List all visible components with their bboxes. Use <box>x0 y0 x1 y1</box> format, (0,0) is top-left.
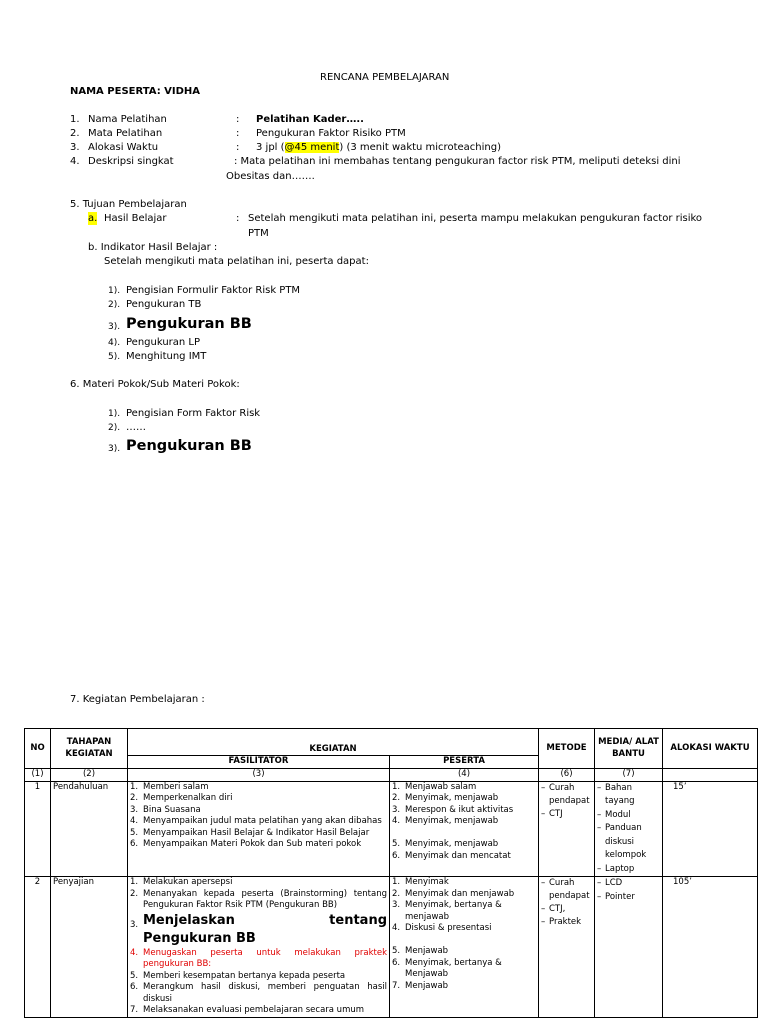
page-title: RENCANA PEMBELAJARAN <box>320 72 450 83</box>
field-value: Pelatihan Kader….. <box>256 114 364 125</box>
list-item: 5. Menyimak, menjawab <box>392 839 499 849</box>
list-item: 5. Memberi kesempatan bertanya kepada peserta <box>130 970 346 981</box>
list-item: – Modul <box>597 809 660 823</box>
field-number: 1. <box>70 114 80 125</box>
list-item: 4. Diskusi & presentasi <box>392 923 492 933</box>
field-value-continued: Obesitas dan……. <box>226 171 315 182</box>
row-tahapan: Penyajian <box>51 877 128 1018</box>
field-separator: : <box>236 142 240 153</box>
header-no: NO <box>25 729 51 769</box>
list-item: – Praktek <box>541 916 592 929</box>
header-metode: METODE <box>539 729 595 769</box>
field-number: 4. <box>70 156 80 167</box>
list-item: – Curah pendapat <box>541 877 592 903</box>
hasil-belajar-separator: : <box>236 213 240 224</box>
hasil-belajar-value-continued: PTM <box>248 228 269 239</box>
hasil-belajar-number: a. <box>88 213 98 224</box>
list-item-emphasized: Pengukuran BB <box>126 316 252 332</box>
list-item: 4. Menyampaikan judul mata pelatihan yang akan dibahas <box>130 816 382 826</box>
list-item: 1. Menyimak <box>392 877 449 887</box>
table-row <box>25 781 758 877</box>
row-alokasi: 105’ <box>663 877 758 1018</box>
list-item: Pengisian Formulir Faktor Risk PTM <box>126 285 301 296</box>
column-number: (7) <box>595 769 663 782</box>
list-item: 2. Memperkenalkan diri <box>130 793 233 803</box>
row-peserta <box>390 781 539 877</box>
row-no: 2 <box>25 877 51 1018</box>
list-item-number: 3). <box>108 322 121 332</box>
list-item-number: 1). <box>108 409 121 419</box>
hasil-belajar-value: Setelah mengikuti mata pelatihan ini, peserta mampu melakukan pengukuran factor risiko <box>248 213 703 224</box>
column-number: (4) <box>390 769 539 782</box>
list-item: – Panduan diskusi kelompok <box>597 822 660 863</box>
field-label: Nama Pelatihan <box>88 114 167 125</box>
table-row <box>25 877 758 1018</box>
column-number: (2) <box>51 769 128 782</box>
list-item-number: 5). <box>108 352 121 362</box>
list-item-highlighted: 4. Menugaskan peserta untuk melakukan praktek pengukuran BB: <box>130 947 387 969</box>
list-item: – CTJ <box>541 808 592 821</box>
kegiatan-heading: 7. Kegiatan Pembelajaran : <box>70 694 205 705</box>
list-item: 2. Menyimak dan menjawab <box>392 888 515 899</box>
list-item: 1. Menjawab salam <box>392 781 477 792</box>
row-fasilitator <box>128 781 390 877</box>
row-metode <box>539 781 595 877</box>
list-item: 1. Melakukan apersepsi <box>130 877 233 887</box>
field-value-prefix: 3 jpl ( <box>256 142 285 153</box>
field-label: Deskripsi singkat <box>88 156 174 167</box>
header-peserta: PESERTA <box>390 756 539 769</box>
list-item: 3. Bina Suasana <box>130 804 201 815</box>
list-item: – Laptop <box>597 863 660 877</box>
row-peserta <box>390 877 539 1018</box>
field-value: : Mata pelatihan ini membahas tentang pengukuran factor risk PTM, meliputi deteksi dini <box>234 156 681 167</box>
list-item: 2. Menanyakan kepada peserta (Brainstorming) tentang Pengukuran Faktor Rsik PTM (Pengukuran BB) <box>130 888 387 910</box>
tujuan-heading: 5. Tujuan Pembelajaran <box>70 199 187 210</box>
column-number: (3) <box>128 769 390 782</box>
list-item: 5. Menjawab <box>392 946 449 956</box>
list-item-number: 2). <box>108 423 121 433</box>
list-item: – LCD <box>597 877 660 891</box>
list-item: 6. Menyampaikan Materi Pokok dan Sub materi pokok <box>130 839 362 849</box>
field-separator: : <box>236 128 240 139</box>
list-item: 1. Memberi salam <box>130 781 209 792</box>
list-item: Pengukuran TB <box>126 299 202 310</box>
row-tahapan: Pendahuluan <box>51 781 128 877</box>
list-item: 4. Menyimak, menjawab <box>392 816 499 826</box>
field-value: Pengukuran Faktor Risiko PTM <box>256 128 406 139</box>
list-item: 5. Menyampaikan Hasil Belajar & Indikator Hasil Belajar <box>130 827 370 838</box>
list-item-emphasized: Pengukuran BB <box>126 438 252 454</box>
column-number: (6) <box>539 769 595 782</box>
list-item-number: 3). <box>108 444 121 454</box>
hasil-belajar-label: Hasil Belajar <box>104 213 167 224</box>
list-item: – Bahan tayang <box>597 782 660 809</box>
indikator-intro: Setelah mengikuti mata pelatihan ini, peserta dapat: <box>104 256 369 267</box>
row-alokasi: 15’ <box>663 781 758 877</box>
row-media <box>595 781 663 877</box>
list-item: Pengukuran LP <box>126 337 201 348</box>
column-number-row <box>25 769 758 782</box>
row-no: 1 <box>25 781 51 877</box>
list-item: – Curah pendapat <box>541 782 592 808</box>
list-item: – Pointer <box>597 891 660 905</box>
highlighted-duration: @45 menit <box>284 142 340 153</box>
list-item: Menghitung IMT <box>126 351 207 362</box>
list-item: 3. Merespon & ikut aktivitas <box>392 804 514 815</box>
list-item: 7. Melaksanakan evaluasi pembelajaran secara umum <box>130 1005 365 1015</box>
list-item: 3. Menyimak, bertanya & menjawab <box>392 900 502 922</box>
column-number-empty <box>663 769 758 782</box>
row-media <box>595 877 663 1018</box>
list-item: …… <box>126 422 146 433</box>
list-item: 2. Menyimak, menjawab <box>392 793 499 803</box>
list-item-number: 2). <box>108 300 121 310</box>
header-fasilitator: FASILITATOR <box>128 756 390 769</box>
header-alokasi: ALOKASI WAKTU <box>663 729 758 769</box>
materi-heading: 6. Materi Pokok/Sub Materi Pokok: <box>70 379 240 390</box>
header-kegiatan: KEGIATAN <box>128 729 539 756</box>
list-item: 7. Menjawab <box>392 980 449 991</box>
list-item: – CTJ, <box>541 903 592 916</box>
field-label: Mata Pelatihan <box>88 128 163 139</box>
list-item-number: 1). <box>108 286 121 296</box>
header-media: MEDIA/ ALAT BANTU <box>595 729 663 769</box>
field-number: 2. <box>70 128 80 139</box>
list-item: Pengisian Form Faktor Risk <box>126 408 261 419</box>
list-item: 6. Merangkum hasil diskusi, memberi penguatan hasil diskusi <box>130 982 387 1004</box>
row-metode <box>539 877 595 1018</box>
field-value-suffix: ) (3 menit waktu microteaching) <box>339 142 501 153</box>
field-separator: : <box>236 114 240 125</box>
list-item-number: 4). <box>108 338 121 348</box>
field-value <box>256 141 501 154</box>
participant-name: NAMA PESERTA: VIDHA <box>70 86 201 97</box>
indikator-label: b. Indikator Hasil Belajar : <box>88 242 218 253</box>
list-item-emphasized: 3. Menjelaskan tentang Pengukuran BB <box>130 912 387 946</box>
row-fasilitator <box>128 877 390 1018</box>
column-number: (1) <box>25 769 51 782</box>
header-tahapan: TAHAPAN KEGIATAN <box>51 729 128 769</box>
list-item: 6. Menyimak dan mencatat <box>392 850 511 861</box>
field-label: Alokasi Waktu <box>88 142 159 153</box>
field-number: 3. <box>70 142 80 153</box>
list-item: 6. Menyimak, bertanya & Menjawab <box>392 957 502 979</box>
kegiatan-table <box>24 728 758 1018</box>
